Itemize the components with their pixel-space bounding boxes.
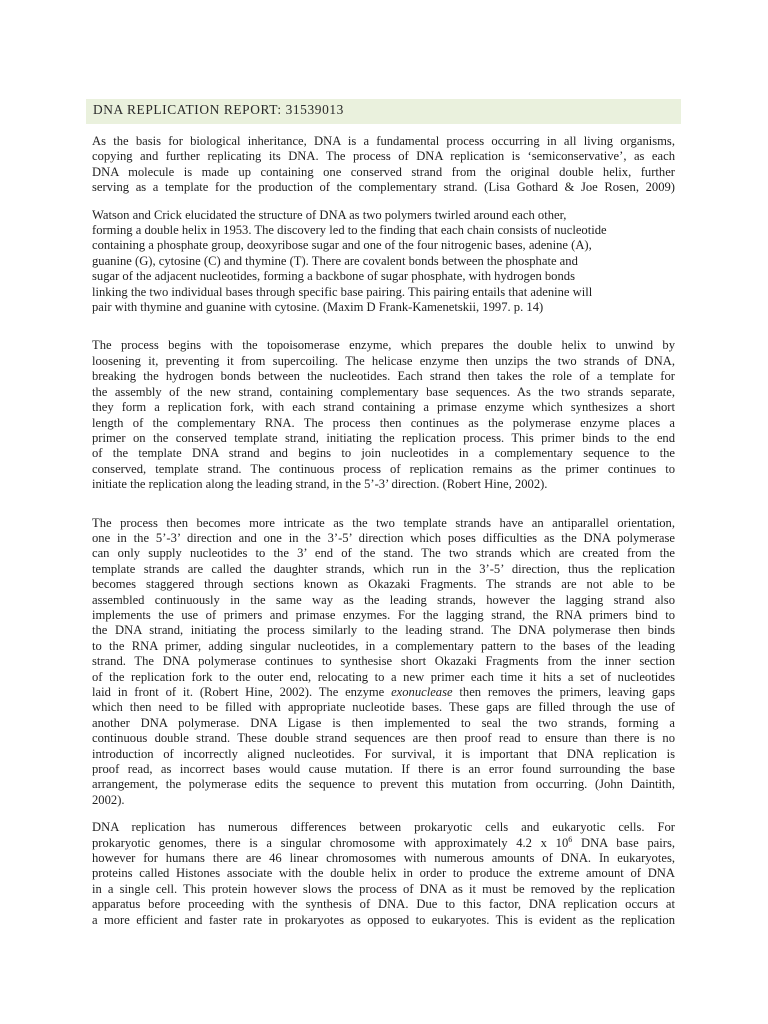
text-line: introduction of incorrectly aligned nucleotides. For survival, it is important that DNA replication is (92, 746, 675, 761)
paragraph-process-begins (92, 338, 675, 492)
text-line: can only supply nucleotides to the 3’ end of the stand. The two strands which are created from the (92, 546, 675, 561)
text-line: initiate the replication along the leading strand, in the 5’-3’ direction. (Robert Hine, 2002). (92, 477, 548, 492)
text-line: which then need to be filled with appropriate nucleotide bases. These gaps are filled through the use of (92, 700, 675, 715)
text-line: The process begins with the topoisomerase enzyme, which prepares the double helix to unwind by (92, 338, 675, 353)
text-line-with-superscript (92, 836, 675, 851)
text-line: implements the use of primers and primase enzymes. For the lagging strand, the RNA primers bind to (92, 607, 675, 622)
text-line: they form a replication fork, with each strand containing a primase enzyme which synthesizes a short (92, 400, 675, 415)
text-line: template strands are called the daughter strands, which run in the 3’-5’ direction, thus the replication (92, 561, 675, 576)
text-line: laid in front of it. (Robert Hine, 2002). The enzyme exonuclease then removes the primers, leaving gaps (92, 685, 675, 699)
report-heading-band (86, 99, 681, 124)
text-line: the assembly of the new strand, containing complementary base sequences. As the two strands separate, (92, 384, 675, 399)
text-line: a more efficient and faster rate in prokaryotes as opposed to eukaryotes. This is evident as the replication (92, 912, 675, 927)
text-line: in a single cell. This protein however slows the process of DNA as it must be removed by the replication (92, 881, 675, 896)
paragraph-prokaryotes-eukaryotes (92, 820, 675, 928)
report-body (92, 134, 675, 940)
report-heading: DNA REPLICATION REPORT: 31539013 (93, 102, 344, 117)
text-line: conserved, template strand. The continuous process of replication remains as the primer continues to (92, 461, 675, 476)
text-segment: prokaryotic genomes, there is a singular chromosome with approximately 4.2 x 10 (92, 835, 569, 850)
text-line: apparatus before proceeding with the synthesis of DNA. Due to this factor, DNA replication occurs at (92, 897, 675, 912)
paragraph-intro (92, 134, 675, 196)
text-line: loosening it, preventing it from supercoiling. The helicase enzyme then unzips the two strands of DNA, (92, 353, 675, 368)
text-line: pair with thymine and guanine with cytosine. (Maxim D Frank-Kamenetskii, 1997. p. 14) (92, 300, 544, 315)
text-line: of the template DNA strand and begins to join nucleotides in a complementary sequence to the (92, 446, 675, 461)
text-line: assembled continuously in the same way as the leading strands, however the lagging strand also (92, 592, 675, 607)
text-line: strand. The DNA polymerase continues to synthesise short Okazaki Fragments from the inner section (92, 654, 675, 669)
text-line: the DNA strand, initiating the process similarly to the leading strand. The DNA polymerase then binds (92, 623, 675, 638)
text-line: one in the 5’-3’ direction and one in the 3’-5’ direction which poses difficulties as the DNA polymerase (92, 530, 675, 545)
text-line: 2002). (92, 792, 125, 807)
text-line: DNA replication has numerous differences between prokaryotic cells and eukaryotic cells. For (92, 820, 675, 835)
text-line: serving as a template for the production of the complementary strand. (Lisa Gothard & Joe Rosen, 2009) (92, 180, 675, 195)
text-line: As the basis for biological inheritance, DNA is a fundamental process occurring in all living organisms, (92, 134, 675, 148)
text-line: breaking the hydrogen bonds between the nucleotides. Each strand then takes the role of a template for (92, 369, 675, 384)
text-segment: DNA base pairs, (572, 835, 675, 850)
text-line: arrangement, the polymerase edits the sequence to prevent this mutation from occurring. (John Daintith, (92, 777, 675, 792)
text-line: proteins called Histones associate with the double helix in order to produce the extreme amount of DNA (92, 866, 675, 881)
text-line: sugar of the adjacent nucleotides, forming a backbone of sugar phosphate, with hydrogen bonds (92, 269, 575, 284)
text-line: Watson and Crick elucidated the structure of DNA as two polymers twirled around each other, (92, 207, 567, 222)
text-line: copying and further replicating its DNA. The process of DNA replication is ‘semiconservative’, as each (92, 149, 675, 164)
text-line: proof read, as incorrect bases would cause mutation. If there is an error found surrounding the base (92, 762, 675, 777)
text-line: guanine (G), cytosine (C) and thymine (T). There are covalent bonds between the phosphate and (92, 253, 578, 268)
text-line: another DNA polymerase. DNA Ligase is then implemented to seal the two strands, forming a (92, 715, 675, 730)
text-line: DNA molecule is made up containing one conserved strand from the original double helix, further (92, 164, 675, 179)
text-line: length of the complementary RNA. The process then continues as the polymerase enzyme places a (92, 415, 675, 430)
text-line: linking the two individual bases through specific base pairing. This pairing entails that adenine will (92, 284, 593, 299)
text-line: containing a phosphate group, deoxyribose sugar and one of the four nitrogenic bases, adenine (A), (92, 238, 592, 253)
text-line: to the RNA primer, adding singular nucleotides, in a complementary pattern to the bases of the leading (92, 638, 675, 653)
text-line: however for humans there are 46 linear chromosomes with numerous amounts of DNA. In eukaryotes, (92, 851, 675, 866)
text-line: forming a double helix in 1953. The discovery led to the finding that each chain consists of nucleotide (92, 223, 607, 238)
text-line: of the replication fork to the outer end, relocating to a new primer each time it hits a set of nucleotides (92, 669, 675, 684)
text-line: The process then becomes more intricate as the two template strands have an antiparallel orientation, (92, 515, 675, 530)
text-line: continuous double strand. These double strand sequences are then proof read to ensure than there is no (92, 731, 675, 746)
text-line: becomes staggered through sections known as Okazaki Fragments. The strands are not able to be (92, 577, 675, 592)
superscript-exponent: 6 (568, 834, 573, 844)
paragraph-watson-crick (92, 208, 675, 316)
paragraph-lagging-strand (92, 516, 675, 809)
text-line: primer on the conserved template strand, initiating the replication process. This primer binds to the end (92, 430, 675, 445)
emphasized-term: exonuclease (391, 685, 453, 699)
